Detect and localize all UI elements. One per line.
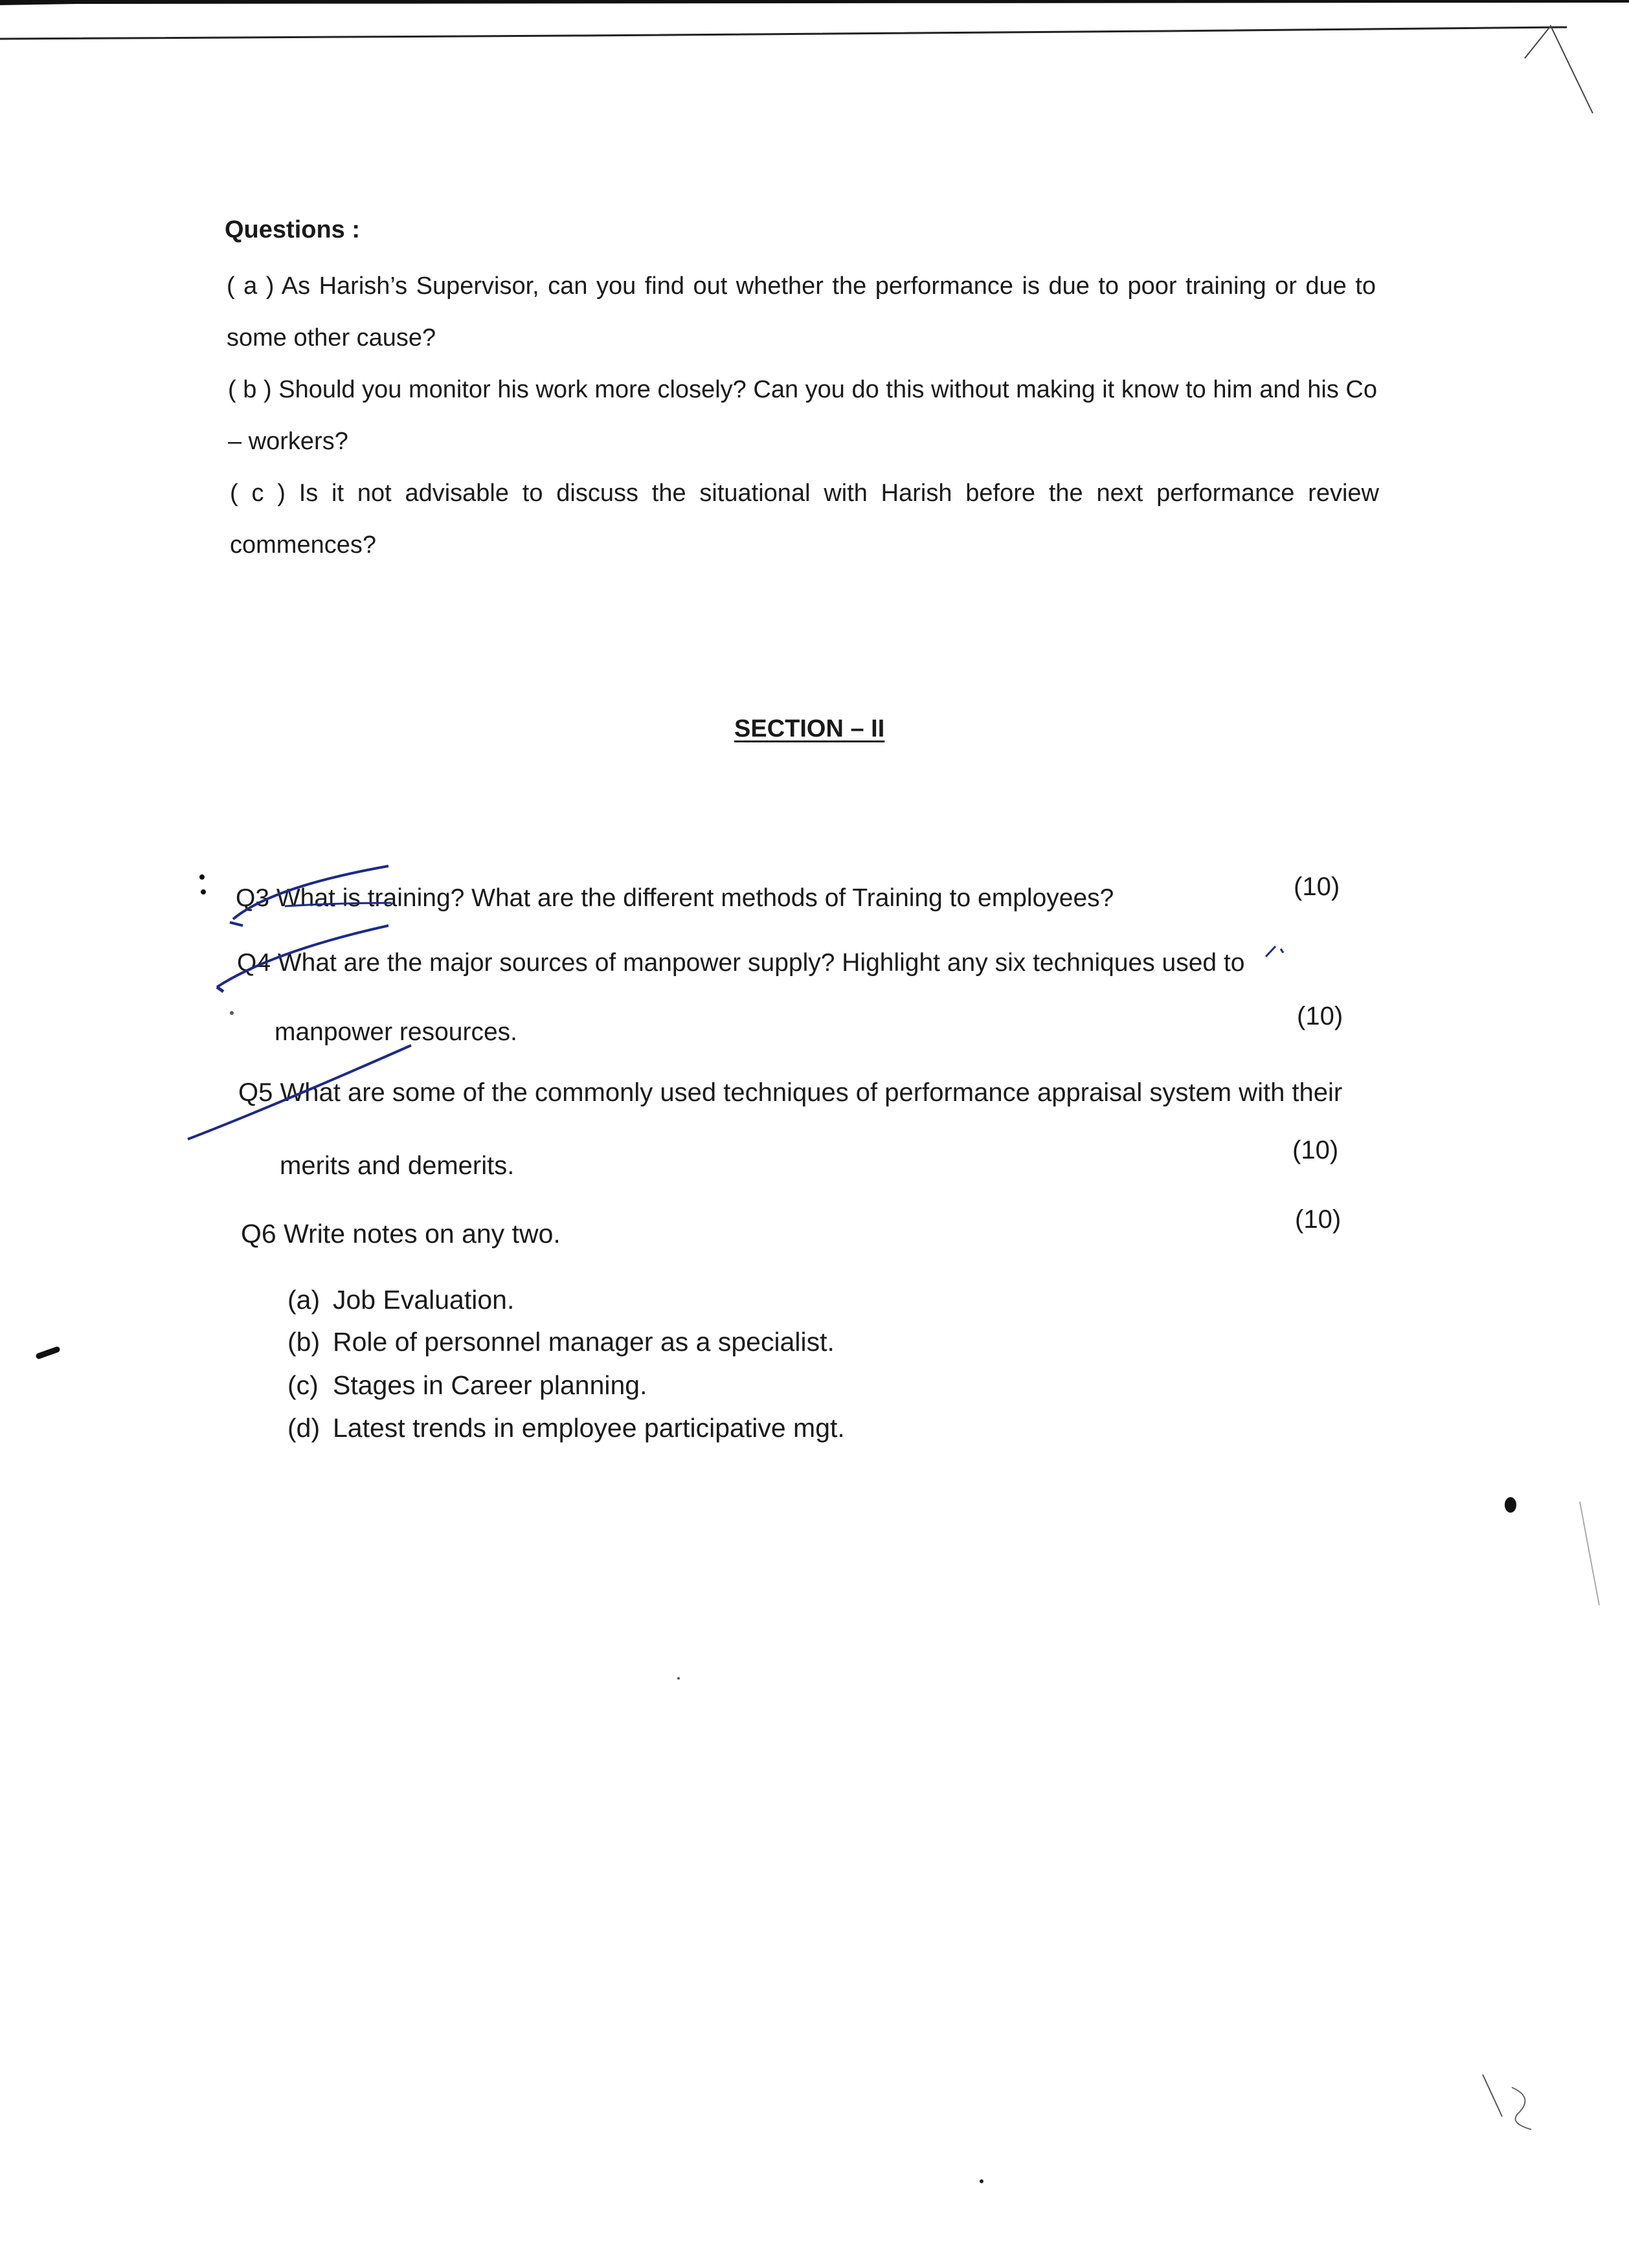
option-label: (d) (287, 1413, 320, 1443)
q3-text: Q3 What is training? What are the different methods of Training to employees? (236, 884, 1114, 912)
option-label: (c) (287, 1370, 319, 1400)
option-label: (a) (287, 1285, 320, 1315)
question-b: ( b ) Should you monitor his work more closely? Can you do this without making it know to him and his Co – workers? (228, 376, 1377, 455)
questions-heading: Questions : (225, 216, 361, 243)
question-c: ( c ) Is it not advisable to discuss the situational with Harish before the next performance review commences? (230, 480, 1379, 559)
q5-text-line2: merits and demerits. (280, 1151, 515, 1180)
option-text: Job Evaluation. (333, 1285, 515, 1315)
q4-marks: (10) (1297, 1002, 1343, 1030)
q5-text-line1: Q5 What are some of the commonly used techniques of performance appraisal system with their (238, 1078, 1343, 1107)
q6-marks: (10) (1295, 1205, 1342, 1234)
question-a: ( a ) As Harish’s Supervisor, can you find out whether the performance is due to poor training or due to some other cause? (227, 272, 1376, 351)
section-title: SECTION – II (734, 715, 885, 742)
option-text: Latest trends in employee participative mgt. (333, 1413, 845, 1443)
option-text: Stages in Career planning. (333, 1370, 647, 1400)
q3-marks: (10) (1294, 873, 1340, 901)
option-label: (b) (287, 1327, 320, 1357)
q4-text-line1: Q4 What are the major sources of manpower supply? Highlight any six techniques used to (237, 949, 1245, 977)
q6-text: Q6 Write notes on any two. (241, 1219, 561, 1249)
q4-text-line2: manpower resources. (275, 1018, 517, 1046)
option-text: Role of personnel manager as a specialist. (333, 1327, 835, 1357)
q5-marks: (10) (1292, 1136, 1339, 1164)
